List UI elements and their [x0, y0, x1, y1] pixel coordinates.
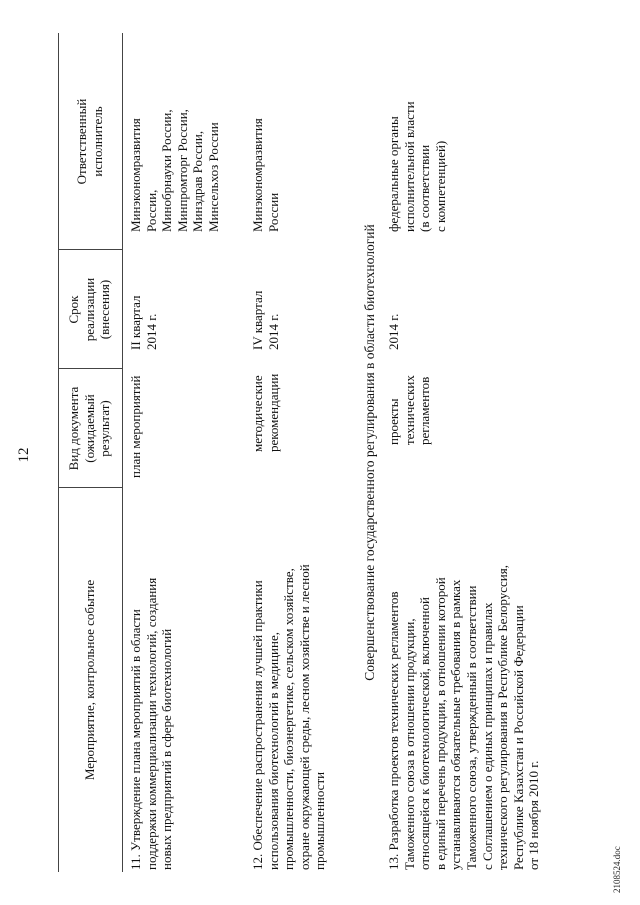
- row-12-term: IV квартал 2014 г.: [250, 290, 281, 350]
- row-13-doc-type: проекты технических регламентов: [386, 375, 433, 445]
- file-name-footer: 2108524.doc: [612, 846, 622, 893]
- header-event: Мероприятие, контрольное событие: [82, 579, 97, 781]
- table-header-bottom-rule: [122, 33, 123, 872]
- row-11-term: II квартал 2014 г.: [128, 295, 159, 350]
- page-number: 12: [16, 447, 32, 463]
- row-11-event: 11. Утверждение плана мероприятий в области поддержки коммерциализации технологий, создания новых предприятий в сфере биотехнологий: [128, 577, 175, 870]
- row-11-doc-type: план мероприятий: [128, 375, 143, 478]
- row-12-doc-type: методические рекомендации: [250, 373, 281, 452]
- header-term: Срок реализации (внесения): [66, 277, 113, 342]
- section-title: Совершенствование государственного регулирования в области биотехнологий: [362, 224, 377, 681]
- row-13-executor: федеральные органы исполнительной власти (в соответствии с компетенцией): [386, 101, 448, 232]
- header-doc-type: Вид документа (ожидаемый результат): [66, 386, 113, 471]
- row-13-term: 2014 г.: [386, 313, 401, 350]
- table-top-rule: [58, 33, 59, 872]
- row-12-executor: Минэкономразвития России: [250, 118, 281, 232]
- header-executor: Ответственный исполнитель: [74, 98, 105, 185]
- row-12-event: 12. Обеспечение распространения лучшей практики использования биотехнологий в медицине, промышленности, биоэнергетике, сельском хозяйстве, охране окружающей среды, лесном хозяйстве и лесной промышленности: [250, 564, 328, 870]
- row-11-executor: Минэкономразвития России, Минобрнауки России, Минпромторг России, Минздрав России, Минсельхоз России: [128, 109, 221, 232]
- row-13-event: 13. Разработка проектов технических регламентов Таможенного союза в отношении продукции, относящейся к биотехнологической, включенной в единый перечень продукции, в отношении которой устанавливаются обязательные требования в рамках Таможенного союза, утвержденный в соответствии с Соглашением о единых принципах и правилах технического регулирования в Республике Белоруссия, Республике Казахстан и Российской Федерации от 18 ноября 2010 г.: [386, 565, 542, 870]
